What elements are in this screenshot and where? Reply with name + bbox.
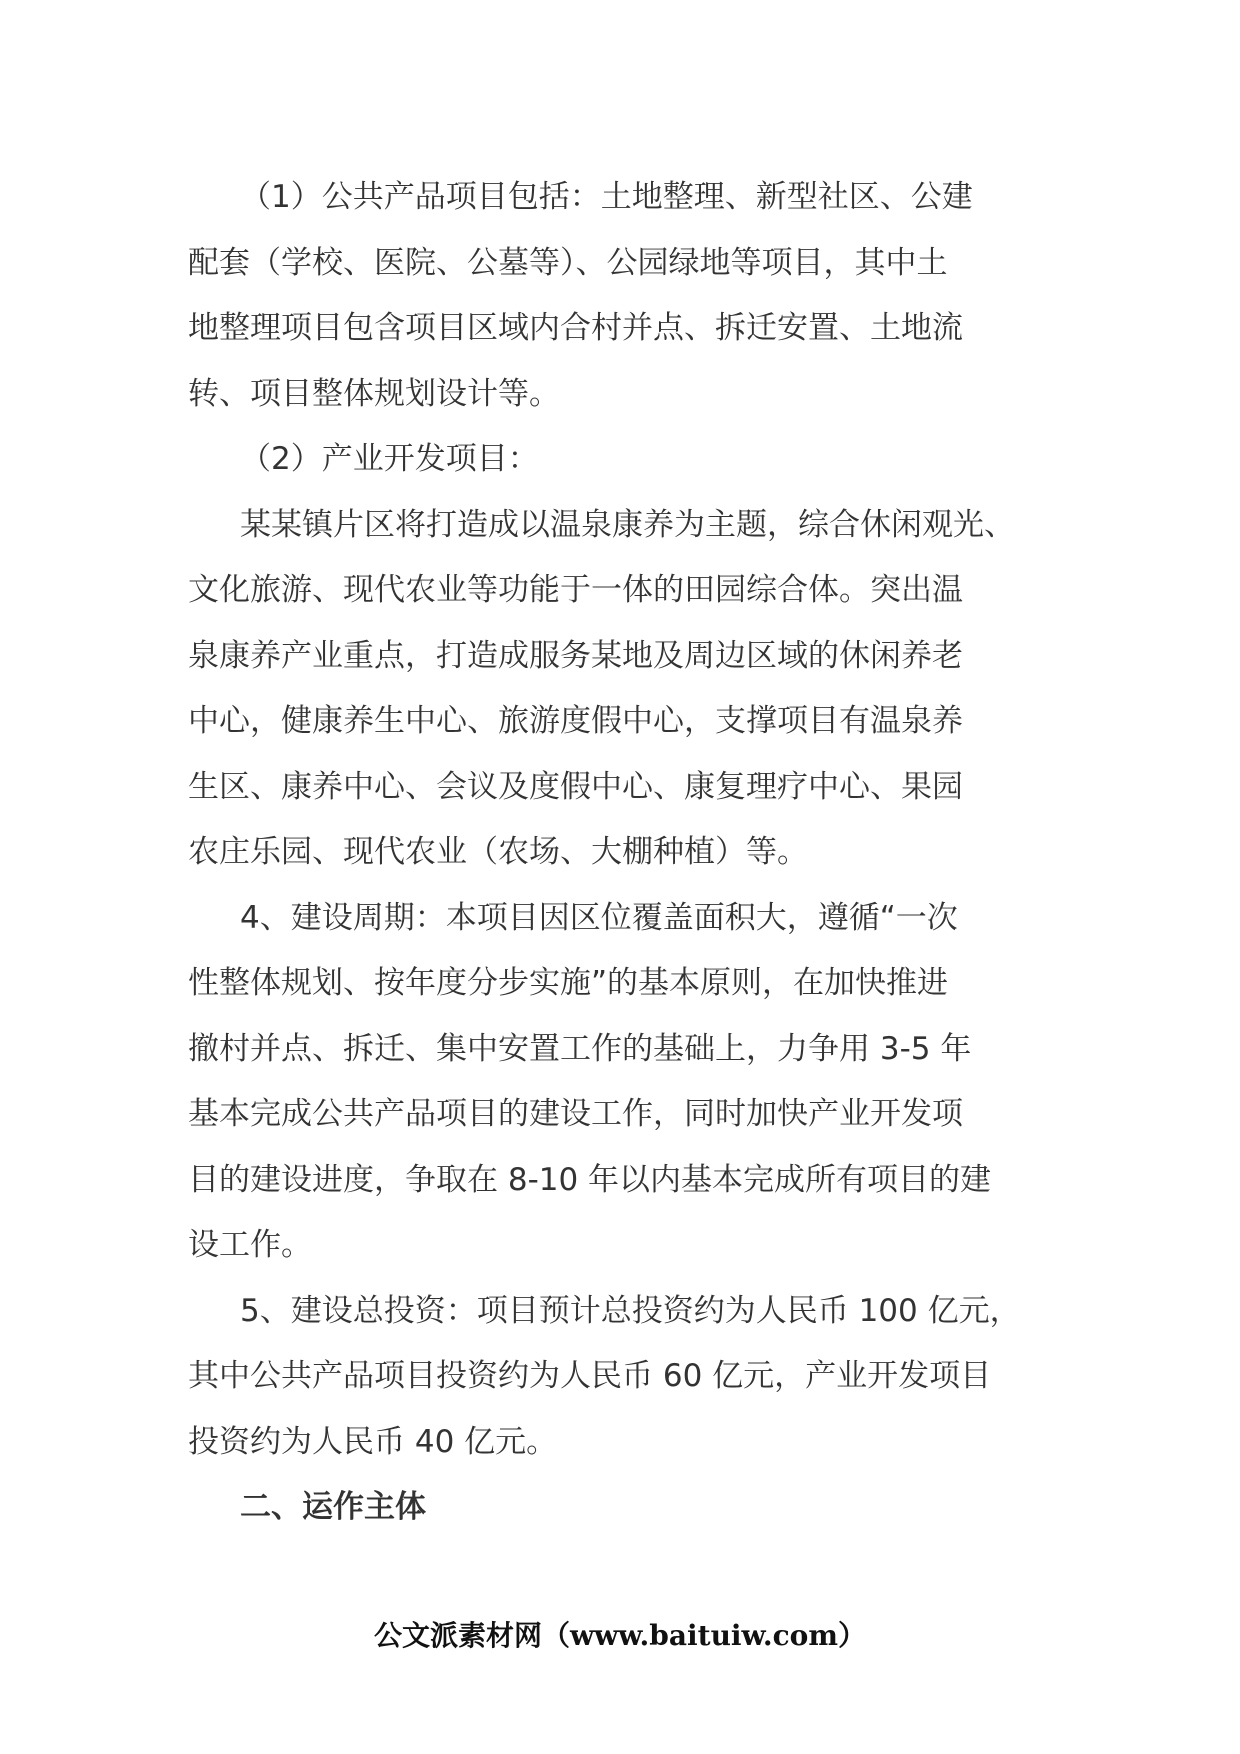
paragraph-line: 转、项目整体规划设计等。 bbox=[188, 375, 560, 412]
section-heading: 二、运作主体 bbox=[240, 1489, 426, 1525]
paragraph-line: 5、建设总投资：项目预计总投资约为人民币 100 亿元， bbox=[240, 1292, 1021, 1329]
paragraph-line: 投资约为人民币 40 亿元。 bbox=[188, 1423, 558, 1460]
paragraph-line: 基本完成公共产品项目的建设工作，同时加快产业开发项 bbox=[188, 1096, 963, 1132]
paragraph-public-products bbox=[188, 165, 1068, 427]
paragraph-line: 某某镇片区将打造成以温泉康养为主题，综合休闲观光、 bbox=[240, 506, 1015, 543]
paragraph-line: 撤村并点、拆迁、集中安置工作的基础上，力争用 3-5 年 bbox=[188, 1030, 972, 1067]
paragraph-line: 其中公共产品项目投资约为人民币 60 亿元，产业开发项目 bbox=[188, 1358, 992, 1394]
paragraph-line: 文化旅游、现代农业等功能于一体的田园综合体。突出温 bbox=[188, 572, 963, 608]
paragraph-line: 4、建设周期：本项目因区位覆盖面积大，遵循“一次 bbox=[240, 899, 958, 936]
paragraph-line: 设工作。 bbox=[188, 1227, 312, 1263]
paragraph-line: 泉康养产业重点，打造成服务某地及周边区域的休闲养老 bbox=[188, 637, 963, 674]
paragraph-construction-period bbox=[188, 886, 1068, 1279]
paragraph-industry-projects bbox=[188, 427, 1068, 493]
paragraph-town-area bbox=[188, 493, 1068, 886]
paragraph-line: 性整体规划、按年度分步实施”的基本原则，在加快推进 bbox=[188, 965, 949, 1001]
paragraph-line: （1）公共产品项目包括：土地整理、新型社区、公建 bbox=[240, 179, 973, 215]
paragraph-line: 地整理项目包含项目区域内合村并点、拆迁安置、土地流 bbox=[188, 310, 963, 346]
footer-watermark-text: 公文派素材网（www.baituiw.com） bbox=[374, 1619, 866, 1652]
paragraph-line: 目的建设进度，争取在 8-10 年以内基本完成所有项目的建 bbox=[188, 1161, 992, 1198]
paragraph-line: 中心，健康养生中心、旅游度假中心，支撑项目有温泉养 bbox=[188, 703, 963, 739]
paragraph-line: 生区、康养中心、会议及度假中心、康复理疗中心、果园 bbox=[188, 768, 963, 805]
paragraph-line: 农庄乐园、现代农业（农场、大棚种植）等。 bbox=[188, 834, 808, 870]
document-body bbox=[188, 165, 1068, 1541]
paragraph-total-investment bbox=[188, 1279, 1068, 1476]
paragraph-line: 配套（学校、医院、公墓等）、公园绿地等项目，其中土 bbox=[188, 244, 948, 281]
paragraph-line: （2）产业开发项目： bbox=[240, 441, 539, 477]
